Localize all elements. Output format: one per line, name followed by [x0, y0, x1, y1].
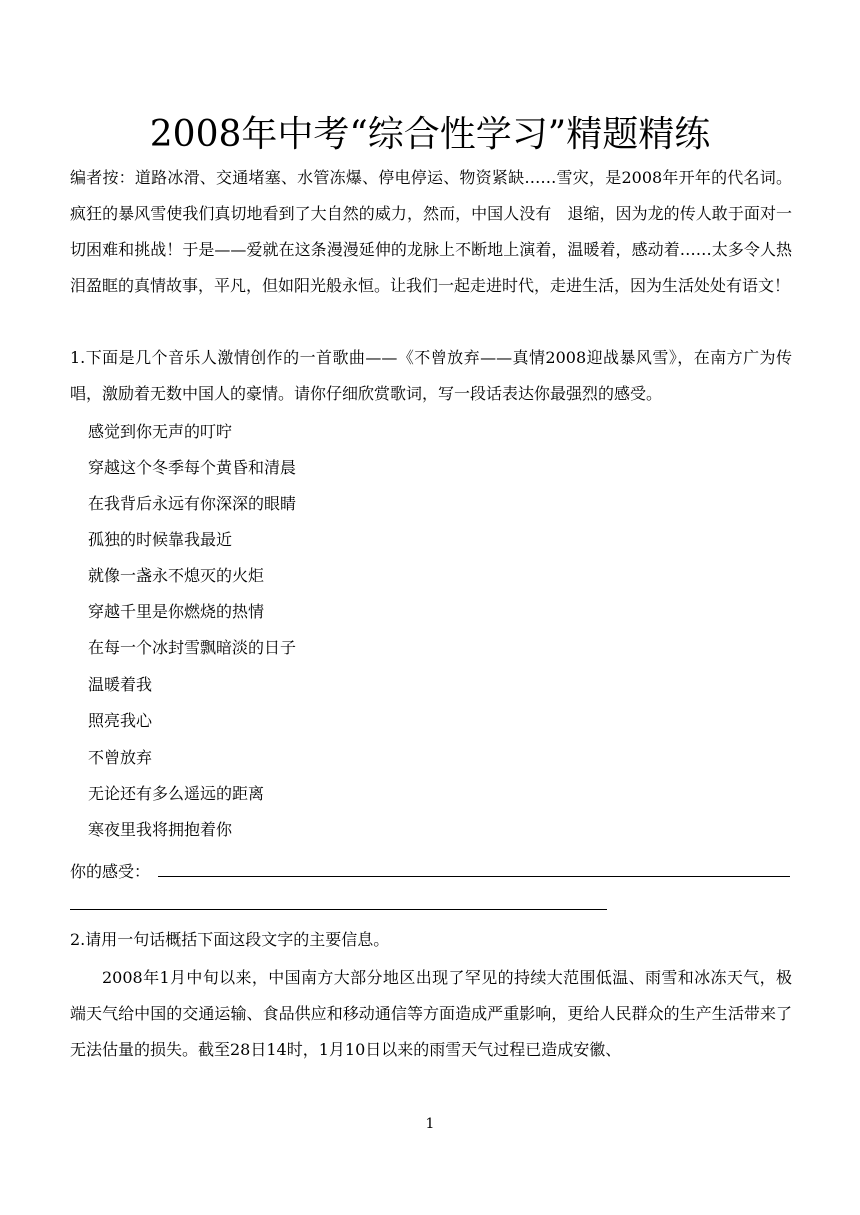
- lyric-line: 无论还有多么遥远的距离: [88, 784, 265, 803]
- answer-label: 你的感受：: [70, 862, 151, 881]
- lyric-line: 孤独的时候靠我最近: [88, 530, 233, 549]
- lyric-line: 寒夜里我将拥抱着你: [88, 820, 233, 839]
- question-1-prompt: 1.下面是几个音乐人激情创作的一首歌曲——《不曾放弃——真情2008迎战暴风雪》，在南方广为传唱，激励着无数中国人的豪情。请你仔细欣赏歌词，写一段话表达你最强烈的感受。: [70, 348, 792, 403]
- lyric-line: 照亮我心: [88, 711, 153, 730]
- page-title: 2008年中考“综合性学习”精题精练: [149, 114, 711, 155]
- lyric-line: 穿越千里是你燃烧的热情: [88, 602, 265, 621]
- question-2-prompt: 2.请用一句话概括下面这段文字的主要信息。: [70, 930, 390, 949]
- lyric-line: 感觉到你无声的叮咛: [88, 422, 233, 441]
- lyric-line: 温暖着我: [88, 675, 153, 694]
- answer-blank-line[interactable]: [70, 909, 607, 910]
- page-number: 1: [425, 1116, 435, 1132]
- question-2-passage: 2008年1月中旬以来，中国南方大部分地区出现了罕见的持续大范围低温、雨雪和冰冻天气，极端天气给中国的交通运输、食品供应和移动通信等方面造成严重影响，更给人民群众的生产生活带来了无法估量的损失。截至28日14时，1月10日以来的雨雪天气过程已造成安徽、: [70, 968, 792, 1059]
- lyric-line: 穿越这个冬季每个黄昏和清晨: [88, 458, 297, 477]
- lyric-line: 在我背后永远有你深深的眼睛: [88, 494, 297, 513]
- lyric-line: 不曾放弃: [88, 748, 153, 767]
- answer-blank-line[interactable]: [158, 876, 790, 877]
- editor-note: 编者按：道路冰滑、交通堵塞、水管冻爆、停电停运、物资紧缺……雪灾，是2008年开年的代名词。疯狂的暴风雪使我们真切地看到了大自然的威力，然而，中国人没有 退缩，因为龙的传人敢于面对一切困难和挑战！于是——爱就在这条漫漫延伸的龙脉上不断地上演着，温暖着，感动着……太多令人热泪盈眶的真情故事，平凡，但如阳光般永恒。让我们一起走进时代，走进生活，因为生活处处有语文！: [70, 168, 792, 295]
- lyric-line: 就像一盏永不熄灭的火炬: [88, 566, 265, 585]
- lyric-line: 在每一个冰封雪飘暗淡的日子: [88, 638, 297, 657]
